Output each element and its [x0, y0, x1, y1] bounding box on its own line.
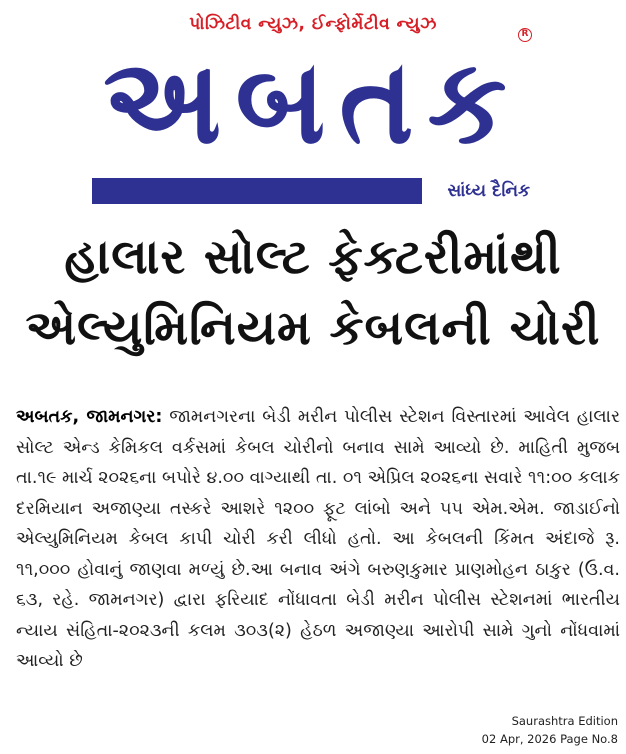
subtitle-bar [92, 178, 530, 204]
dateline: અબતક, જામનગર: [16, 407, 163, 427]
edition-date-page: 02 Apr, 2026 Page No.8 [481, 732, 618, 746]
subtitle: સાંધ્ય દૈનિક [447, 181, 530, 201]
edition-info [482, 712, 618, 748]
headline [0, 222, 626, 364]
headline-line-2: એલ્યુમિનિયમ કેબલની ચોરી [25, 300, 601, 356]
masthead [0, 0, 626, 222]
registered-trademark-icon: R [518, 28, 532, 42]
tagline: પોઝિટીવ ન્યુઝ, ઈન્ફોર્મેટીવ ન્યુઝ [189, 14, 437, 34]
edition-name: Saurashtra Edition [511, 714, 618, 728]
newspaper-logo: અબતક [103, 33, 521, 171]
headline-line-1: હાલાર સોલ્ટ ફેક્ટરીમાંથી [64, 229, 562, 285]
article-text: જામનગરના બેડી મરીન પોલીસ સ્ટેશન વિસ્તારમાં આવેલ હાલાર સોલ્ટ એન્ડ કેમિકલ વર્કસમાં કેબલ ચોરીનો બનાવ સામે આવ્યો છે. માહિતી મુજબ તા.૧૯ માર્ચ ૨૦૨૬ના બપોરે ૪.૦૦ વાગ્યાથી તા. ૦૧ એપ્રિલ ૨૦૨૬ના સવારે ૧૧:૦૦ કલાક દરમિયાન અજાણ્યા તસ્કરે આશરે ૧૨૦૦ ફૂટ લાંબો અને ૫૫ એમ.એમ. જાડાઈનો એલ્યુમિનિયમ કેબલ કાપી ચોરી કરી લીધો હતો. આ કેબલની કિંમત અંદાજે રૂ. ૧૧,૦૦૦ હોવાનું જાણવા મળ્યું છે.આ બનાવ અંગે બરુણકુમાર પ્રાણમોહન ઠાકુર (ઉ.વ. ૬૩, રહે. જામનગર) દ્વારા ફરિયાદ નોંધાવતા બેડી મરીન પોલીસ સ્ટેશનમાં ભારતીય ન્યાય સંહિતા-૨૦૨૩ની કલમ ૩૦૩(૨) હેઠળ અજાણ્યા આરોપી સામે ગુનો નોંધવામાં આવ્યો છે [16, 407, 620, 671]
subtitle-rule [92, 178, 422, 204]
article-body [16, 402, 620, 704]
